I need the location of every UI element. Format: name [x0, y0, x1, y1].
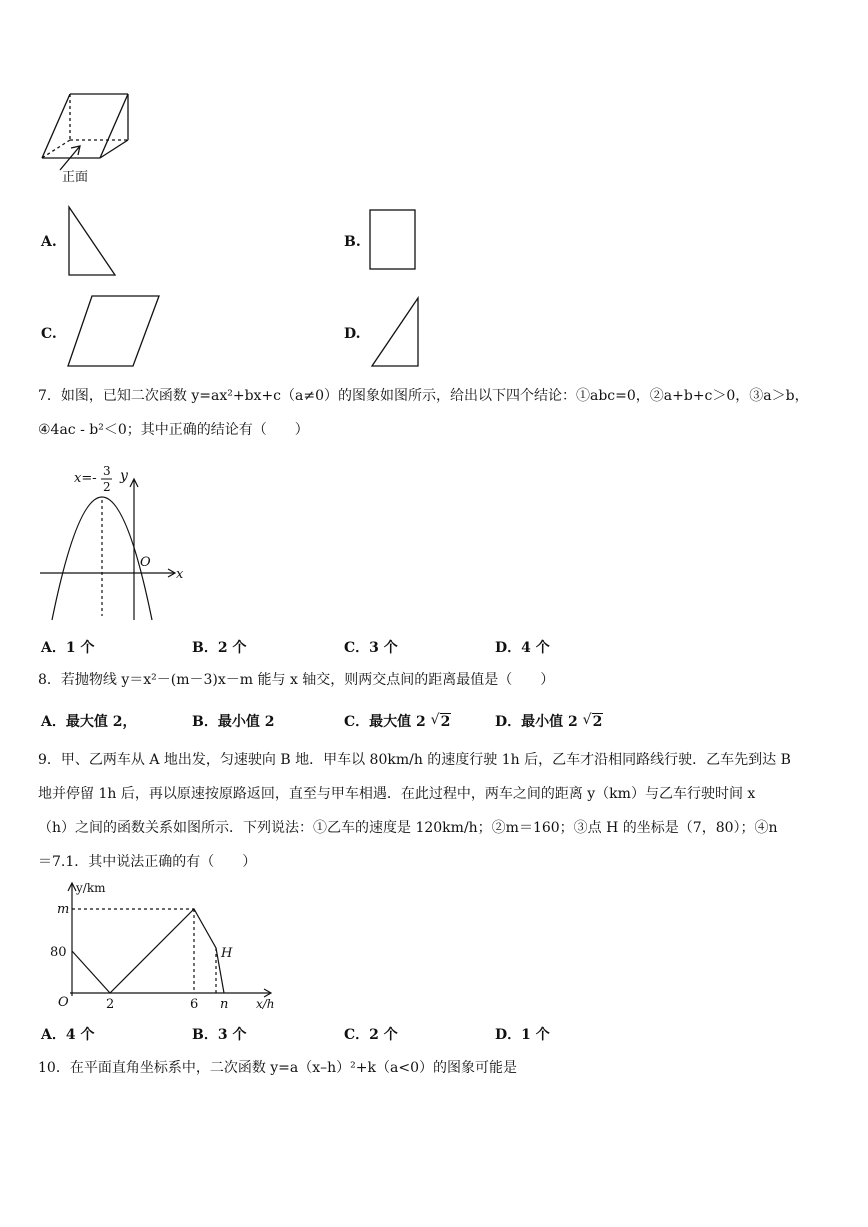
- q7-parabola-graph: [36, 458, 186, 623]
- q8-option-d-radicand: 2: [592, 714, 603, 730]
- q6-option-d-shape: [369, 295, 423, 369]
- q9-option-c[interactable]: C．2 个: [344, 1027, 398, 1043]
- q9-text-line2: 地并停留 1h 后，再以原速按原路返回，直至与甲车相遇．在此过程中，两车之间的距离 y（km）与乙车行驶时间 x: [38, 786, 756, 802]
- q10-text-line1: 10．在平面直角坐标系中，二次函数 y=a（x–h）²+k（a<0）的图象可能是: [38, 1060, 517, 1076]
- q9-text-line1: 9．甲、乙两车从 A 地出发，匀速驶向 B 地．甲车以 80km/h 的速度行驶 1h 后，乙车才沿相同路线行驶．乙车先到达 B: [38, 752, 791, 768]
- q6-option-d-label[interactable]: D.: [344, 326, 361, 342]
- q9-h-label: H: [221, 946, 233, 961]
- q9-m-label: m: [57, 902, 70, 917]
- q7-option-c[interactable]: C．3 个: [344, 640, 398, 656]
- q9-option-b[interactable]: B．3 个: [192, 1027, 247, 1043]
- q8-option-c-radicand: 2: [440, 714, 451, 730]
- q7-x-label: x: [176, 567, 184, 582]
- q8-option-c-text: C．最大值 2: [344, 714, 426, 730]
- front-label: 正面: [62, 170, 89, 185]
- q8-text-line1: 8．若抛物线 y＝x²－(m－3)x－m 能与 x 轴交，则两交点间的距离最值是（ ）: [38, 672, 555, 688]
- q8-option-d-text: D．最小值 2: [495, 714, 578, 730]
- q8-option-d[interactable]: [495, 711, 603, 731]
- q8-option-b[interactable]: B．最小值 2: [192, 714, 275, 730]
- q6-option-c-label[interactable]: C.: [41, 326, 57, 342]
- q9-text-line3: （h）之间的函数关系如图所示．下列说法：①乙车的速度是 120km/h；②m＝160；③点 H 的坐标是（7，80）；④n: [38, 820, 778, 836]
- q7-frac-num: 3: [103, 464, 111, 478]
- q8-option-c[interactable]: [344, 711, 451, 731]
- sqrt-symbol: √ 2: [582, 712, 603, 730]
- q7-axis-eq-prefix: x=-: [74, 471, 97, 486]
- q8-option-a[interactable]: A．最大值 2，: [41, 714, 137, 730]
- q6-option-a-label[interactable]: A.: [41, 234, 57, 250]
- q9-n-label: n: [220, 997, 229, 1012]
- sqrt-symbol: √ 2: [430, 712, 451, 730]
- q6-option-b-shape: [368, 208, 418, 272]
- q7-origin-label: O: [140, 555, 151, 570]
- q9-option-a[interactable]: A．4 个: [41, 1027, 95, 1043]
- q7-frac-den: 2: [103, 480, 111, 494]
- q9-y-label: y/km: [76, 881, 106, 895]
- q9-text-line4: ＝7.1．其中说法正确的有（ ）: [38, 854, 257, 870]
- q6-option-a-shape: [66, 204, 118, 278]
- q9-option-d[interactable]: D．1 个: [495, 1027, 550, 1043]
- q9-origin-label: O: [58, 995, 69, 1010]
- q6-option-b-label[interactable]: B.: [344, 234, 361, 250]
- q9-x-label: x/h: [256, 997, 275, 1011]
- q7-text-line2: ④4ac - b²＜0；其中正确的结论有（ ）: [38, 422, 309, 438]
- q6-option-c-shape: [66, 293, 162, 369]
- q9-distance-time-graph: [44, 878, 284, 1018]
- q7-option-a[interactable]: A．1 个: [41, 640, 95, 656]
- q7-option-d[interactable]: D．4 个: [495, 640, 550, 656]
- q9-tick-2: 2: [106, 997, 115, 1012]
- q9-80-label: 80: [50, 945, 67, 960]
- prism-figure: [38, 88, 138, 188]
- q7-text-line1: 7．如图，已知二次函数 y=ax²+bx+c（a≠0）的图象如图所示，给出以下四个结论：①abc=0，②a+b+c＞0，③a＞b，: [38, 388, 809, 404]
- q9-tick-6: 6: [190, 997, 199, 1012]
- q7-y-label: y: [120, 468, 128, 484]
- q7-option-b[interactable]: B．2 个: [192, 640, 247, 656]
